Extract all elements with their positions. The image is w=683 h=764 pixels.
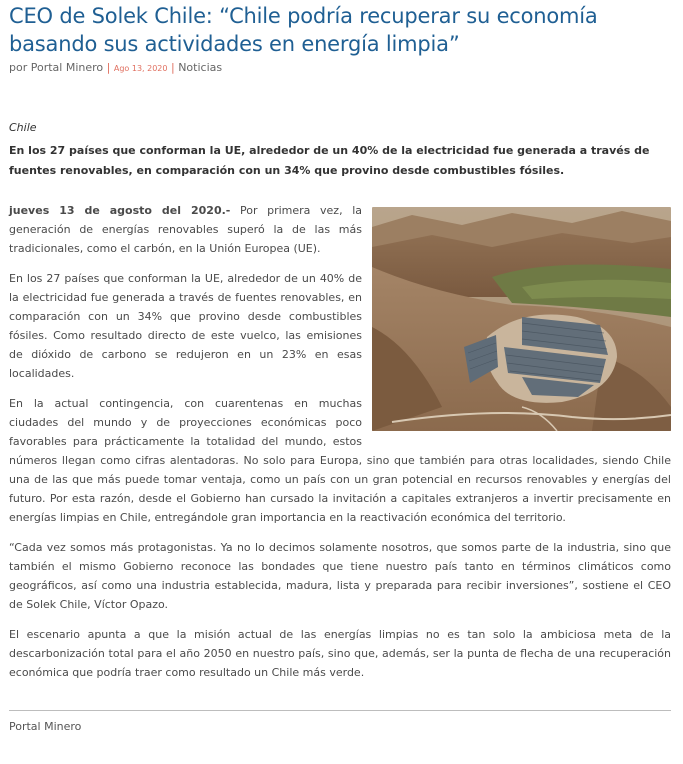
- article-title: CEO de Solek Chile: “Chile podría recuperar su economía basando sus actividades en energía limpia”: [9, 4, 598, 56]
- paragraph-4-quote: “Cada vez somos más protagonistas. Ya no lo decimos solamente nosotros, que somos parte de la industria, sino que también el mismo Gobierno reconoce las bondades que tiene nuestro país tanto en términos climáticos como geográficos, así como una industria establecida, madura, lista y preparada para recibir inversiones”, sostiene el CEO de Solek Chile, Víctor Opazo.: [9, 541, 671, 611]
- paragraph-2: En los 27 países que conforman la UE, alrededor de un 40% de la electricidad fue generada a través de fuentes renovables, en comparación con un 34% que provino desde combustibles fósiles. Como resultado directo de este vuelco, las emisiones de dióxido de carbono se redujeron en un 23% en esas localidades.: [9, 272, 362, 380]
- footer-divider: [9, 710, 671, 711]
- meta-separator: |: [170, 61, 175, 74]
- category-link[interactable]: Noticias: [178, 61, 223, 74]
- footer-source: Portal Minero: [9, 720, 82, 733]
- paragraph-5: El escenario apunta a que la misión actual de las energías limpias no es tan solo la ambiciosa meta de la descarbonización total para el año 2050 en nuestro país, sino que, además, ser la punta de flecha de una recuperación económica que podría traer como resultado un Chile más verde.: [9, 628, 671, 679]
- article-body: [9, 201, 671, 693]
- dateline: jueves 13 de agosto del 2020.-: [9, 204, 231, 217]
- solar-farm-photo: [372, 207, 671, 431]
- meta-separator: |: [106, 61, 111, 74]
- article-lead: En los 27 países que conforman la UE, alrededor de un 40% de la electricidad fue generada a través de fuentes renovables, en comparación con un 34% que provino desde combustibles fósiles.: [9, 144, 650, 177]
- paragraph-3: En la actual contingencia, con cuarentenas en muchas ciudades del mundo y de proyecciones económicas poco favorables para prácticamente la totalidad del mundo, estos números llegan como cifras alentadoras. No solo para Europa, sino que también para otras localidades, siendo Chile una de las que más puede tomar ventaja, como un país con un gran potencial en recursos renovables y energías del futuro. Por esta razón, desde el Gobierno han cursado la invitación a capitales extranjeros a invertir precisamente en energías limpias en Chile, entregándole gran importancia en la reactivación económica del territorio.: [9, 397, 671, 524]
- author-link[interactable]: por Portal Minero: [9, 61, 104, 74]
- article-country: Chile: [9, 121, 37, 134]
- article-meta: [9, 61, 222, 74]
- publish-date: Ago 13, 2020: [113, 64, 168, 73]
- paragraph-1-text: Por primera vez, la generación de energías renovables superó la de las más tradicionales, como el carbón, en la Unión Europea (UE).: [9, 204, 362, 255]
